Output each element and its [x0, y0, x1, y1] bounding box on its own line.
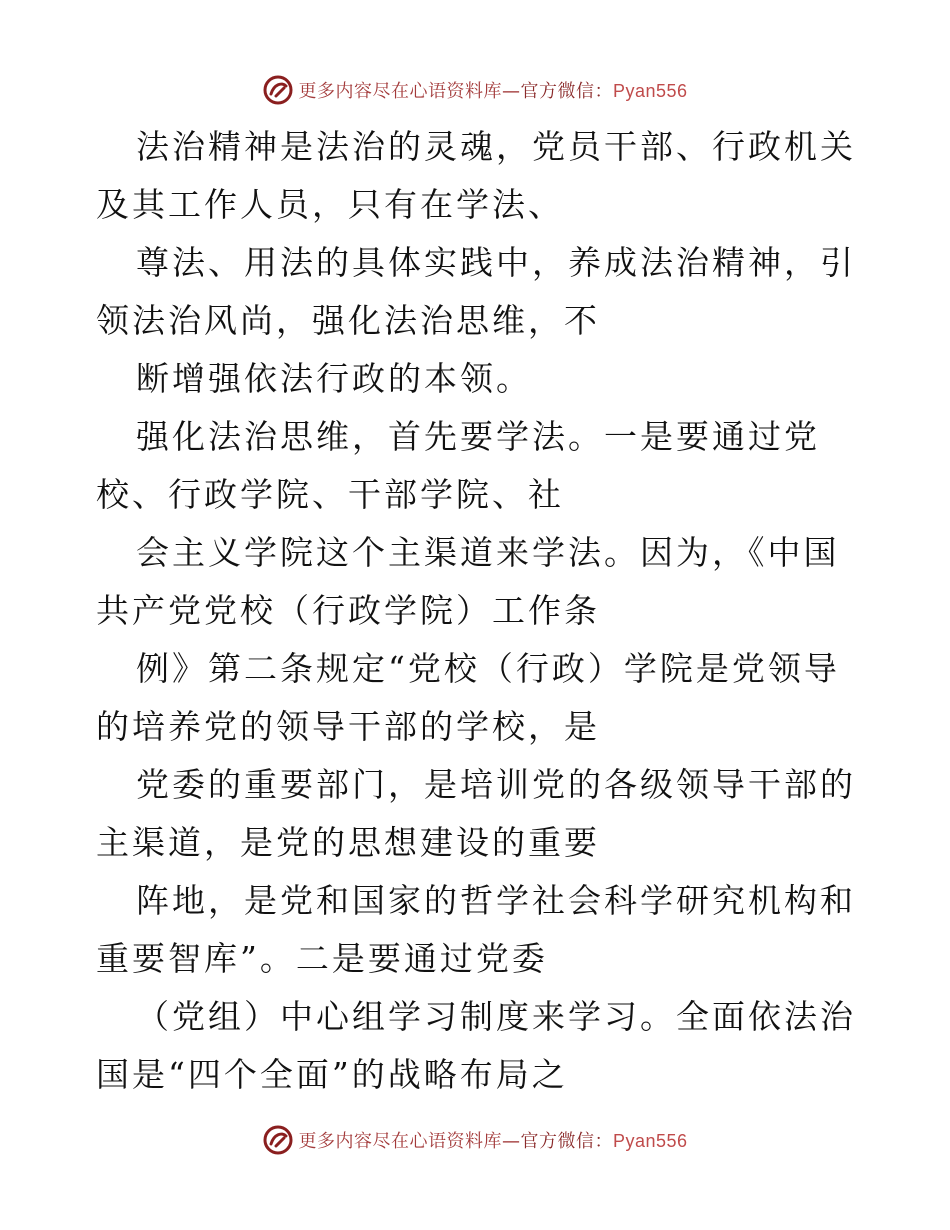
watermark-text: [298, 1127, 687, 1153]
paragraph: 例》第二条规定“党校（行政）学院是党领导的培养党的领导干部的学校，是: [96, 649, 840, 746]
seal-logo-icon: [262, 1124, 294, 1156]
watermark-separator: —: [501, 81, 521, 102]
watermark-site: 更多内容尽在心语资料库: [298, 81, 502, 102]
watermark-wechat-id: Pyan556: [612, 81, 688, 101]
paragraph: 会主义学院这个主渠道来学法。因为，《中国共产党党校（行政学院）工作条: [96, 533, 840, 630]
watermark-wechat-id: Pyan556: [612, 1131, 688, 1151]
paragraph: （党组）中心组学习制度来学习。全面依法治国是“四个全面”的战略布局之: [96, 997, 856, 1094]
paragraph: 党委的重要部门，是培训党的各级领导干部的主渠道，是党的思想建设的重要: [96, 765, 856, 862]
paragraph: 法治精神是法治的灵魂，党员干部、行政机关及其工作人员，只有在学法、: [96, 127, 856, 224]
watermark-site: 更多内容尽在心语资料库: [298, 1131, 502, 1152]
header-watermark: [0, 70, 950, 110]
watermark-separator: —: [501, 1131, 521, 1152]
paragraph: 阵地，是党和国家的哲学社会科学研究机构和重要智库”。二是要通过党委: [96, 881, 856, 978]
paragraph: 尊法、用法的具体实践中，养成法治精神，引领法治风尚，强化法治思维，不: [96, 243, 856, 340]
watermark-wechat-label: 官方微信：: [520, 81, 613, 102]
paragraph: 强化法治思维，首先要学法。一是要通过党校、行政学院、干部学院、社: [96, 417, 820, 514]
body-text: [96, 118, 856, 1104]
watermark-wechat-label: 官方微信：: [520, 1131, 613, 1152]
watermark-group: [262, 1124, 687, 1156]
watermark-text: [298, 77, 687, 103]
watermark-group: [262, 74, 687, 106]
paragraph: 断增强依法行政的本领。: [136, 359, 532, 398]
footer-watermark: [0, 1120, 950, 1160]
seal-logo-icon: [262, 74, 294, 106]
